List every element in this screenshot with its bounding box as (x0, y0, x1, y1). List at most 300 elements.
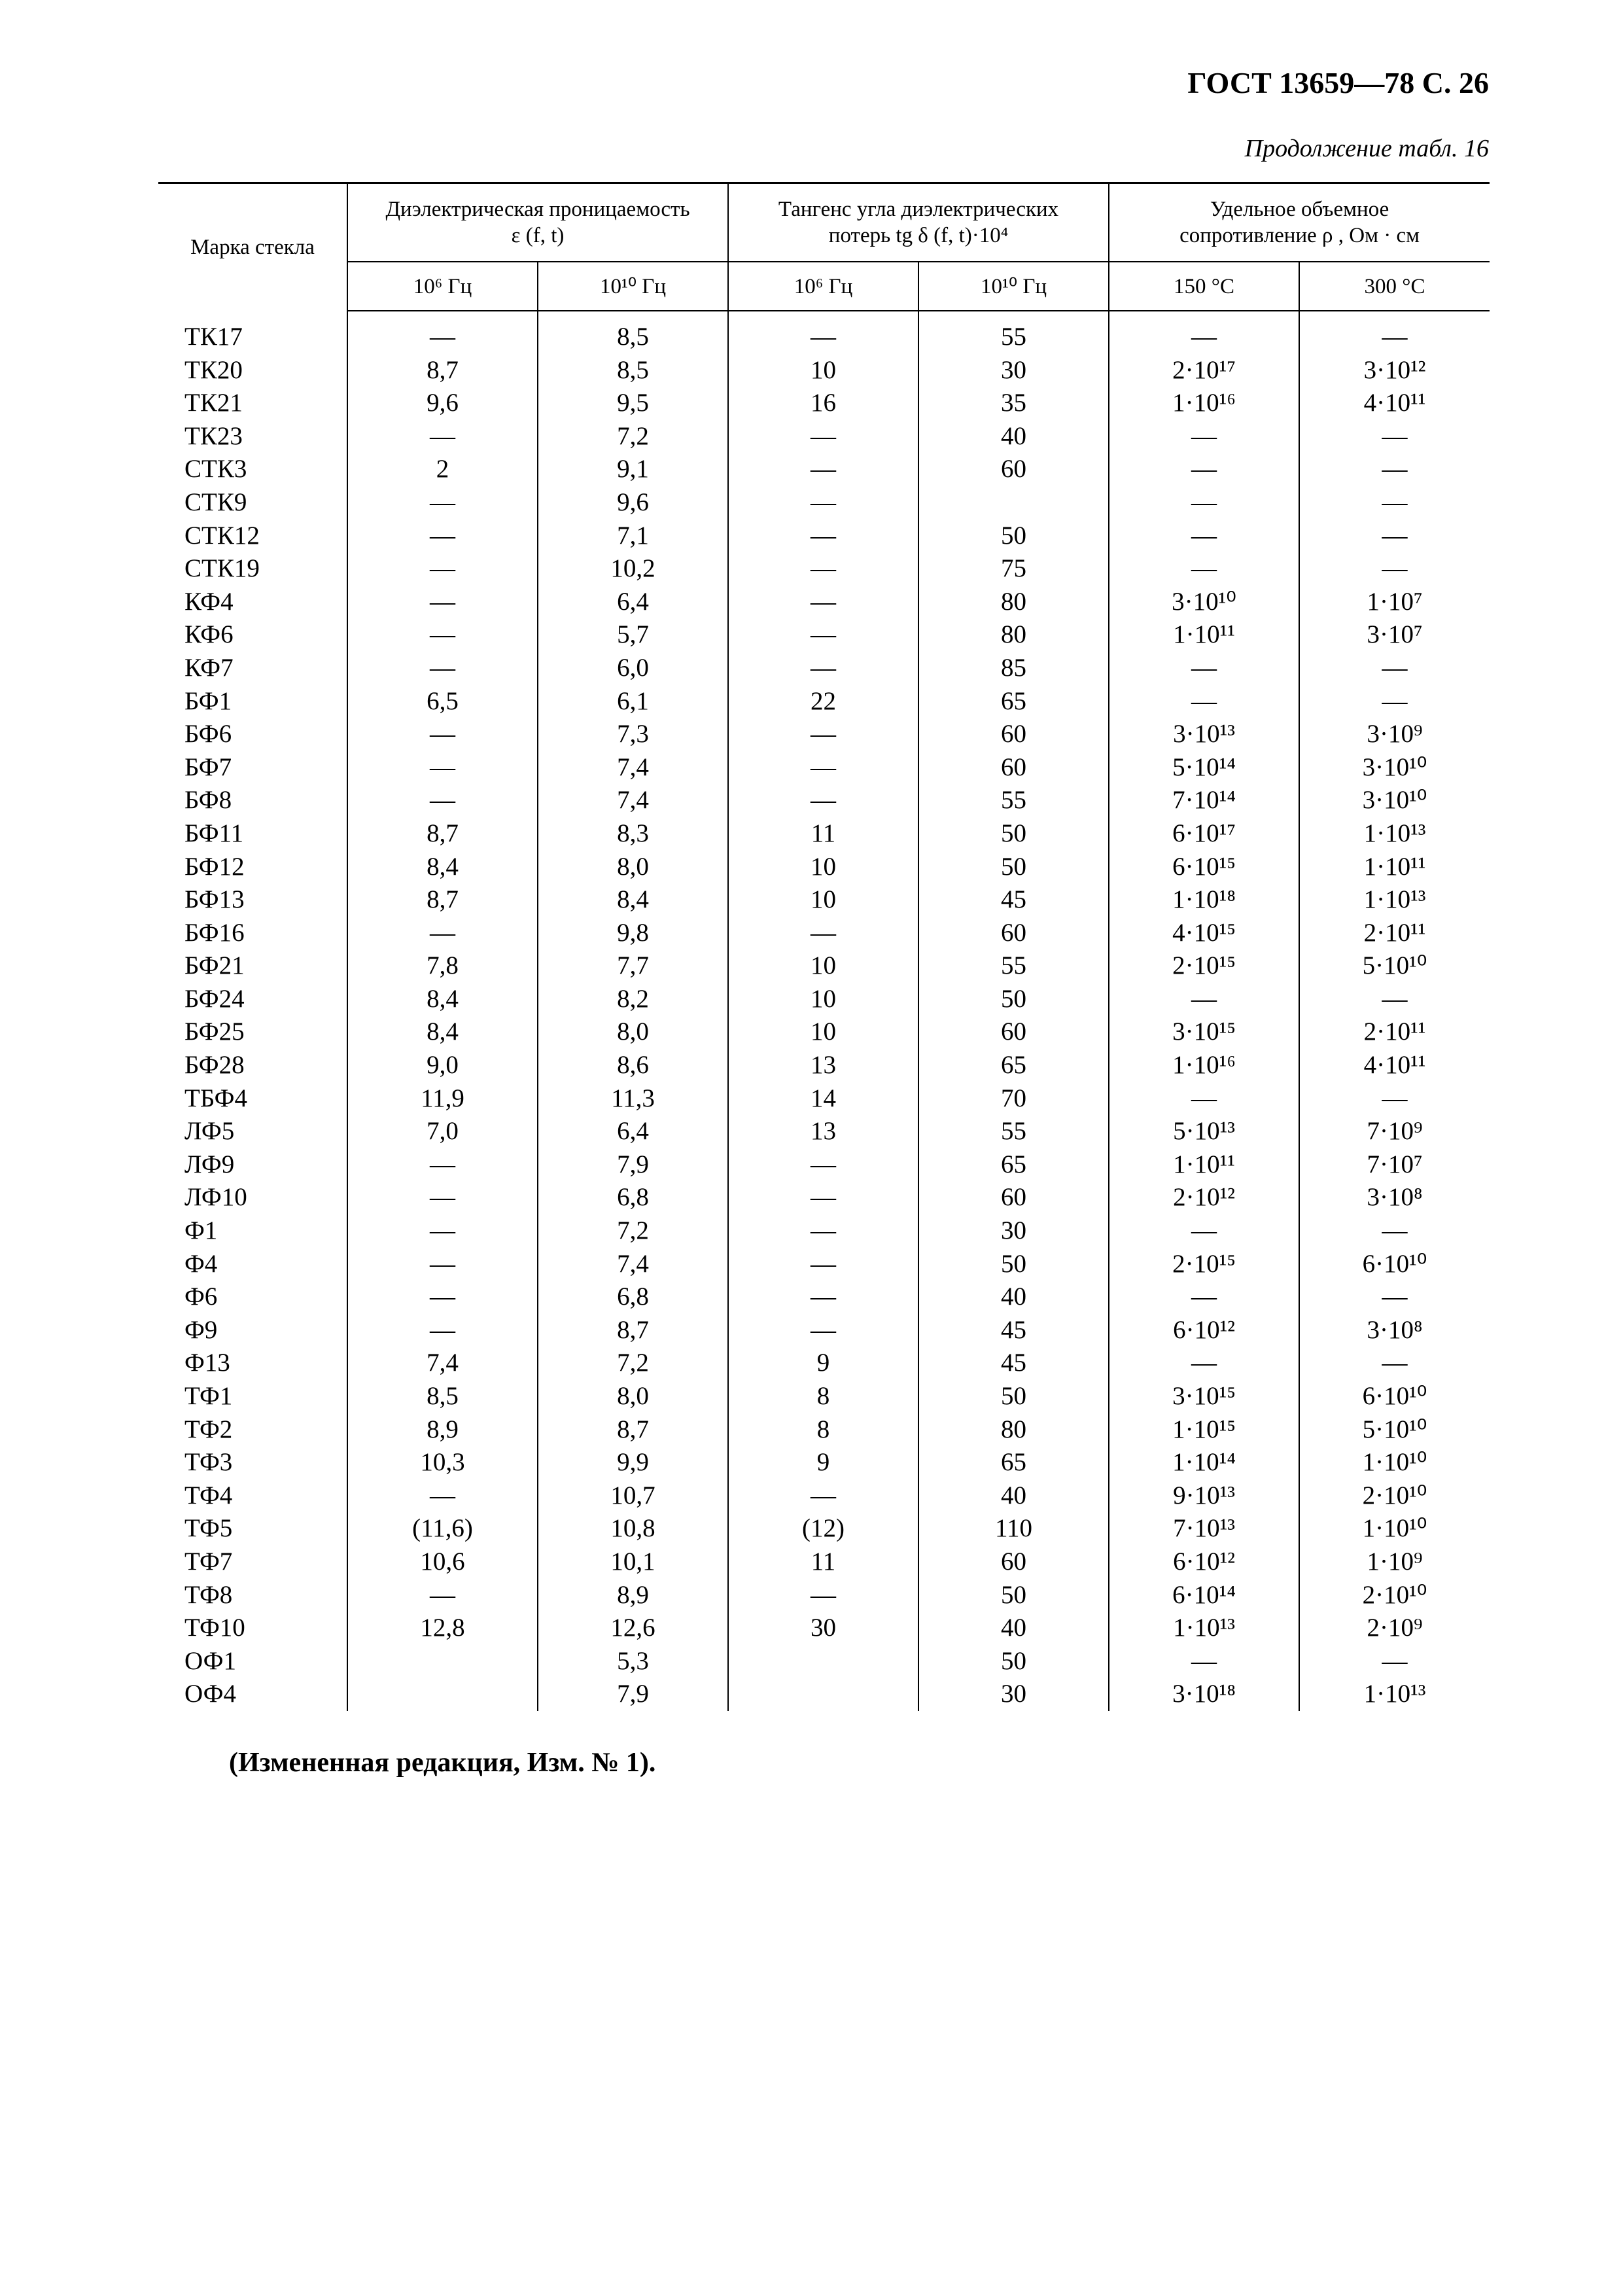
cell-perm-1e6: 9,6 (347, 387, 538, 420)
table-row (158, 486, 1490, 520)
cell-perm-1e10: 8,7 (538, 1314, 728, 1347)
cell-perm-1e6: — (347, 917, 538, 950)
table-row (158, 983, 1490, 1016)
cell-tan-1e10: 40 (918, 420, 1109, 453)
cell-perm-1e10: 6,4 (538, 1115, 728, 1148)
cell-tan-1e6: — (728, 652, 918, 685)
cell-perm-1e10: 8,4 (538, 883, 728, 917)
cell-mark: СТК9 (184, 487, 247, 516)
cell-tan-1e6: 13 (728, 1049, 918, 1082)
cell-perm-1e6: (11,6) (347, 1512, 538, 1545)
cell-tan-1e6: 10 (728, 983, 918, 1016)
cell-perm-1e10: 8,0 (538, 1380, 728, 1413)
cell-res-150: 1·10¹¹ (1109, 1148, 1299, 1182)
cell-res-150: 2·10¹⁵ (1109, 949, 1299, 983)
table-caption: Продолжение табл. 16 (1244, 135, 1489, 162)
cell-res-300: — (1299, 1645, 1490, 1678)
cell-mark: ТК20 (184, 355, 243, 384)
cell-mark: БФ12 (184, 852, 245, 881)
cell-tan-1e10: 65 (918, 1148, 1109, 1182)
cell-perm-1e6: — (347, 784, 538, 817)
table-row (158, 1049, 1490, 1082)
cell-mark: ЛФ5 (184, 1117, 235, 1146)
table-row (158, 1545, 1490, 1579)
cell-perm-1e6: — (347, 321, 538, 354)
cell-tan-1e10: 50 (918, 520, 1109, 553)
cell-tan-1e6: 11 (728, 817, 918, 851)
cell-mark: БФ28 (184, 1051, 245, 1080)
table-row (158, 1446, 1490, 1479)
cell-mark: ТФ1 (184, 1382, 233, 1410)
cell-res-300: 1·10¹³ (1299, 817, 1490, 851)
table-row (158, 1214, 1490, 1248)
cell-tan-1e6: 13 (728, 1115, 918, 1148)
cell-tan-1e10: 50 (918, 1645, 1109, 1678)
cell-mark: Ф13 (184, 1349, 230, 1377)
cell-tan-1e6: — (728, 618, 918, 652)
cell-mark: ЛФ10 (184, 1183, 247, 1212)
cell-tan-1e10: 45 (918, 1347, 1109, 1380)
cell-res-300: 6·10¹⁰ (1299, 1380, 1490, 1413)
cell-res-150: 6·10¹⁵ (1109, 851, 1299, 884)
cell-tan-1e10: 70 (918, 1082, 1109, 1116)
cell-perm-1e6: 8,4 (347, 983, 538, 1016)
cell-perm-1e6 (347, 1678, 538, 1711)
glass-properties-table (158, 182, 1490, 1711)
cell-mark: БФ6 (184, 720, 232, 749)
cell-perm-1e10: 7,4 (538, 751, 728, 785)
cell-tan-1e10: 55 (918, 949, 1109, 983)
cell-tan-1e10: 60 (918, 1181, 1109, 1214)
header-tangent (728, 183, 1109, 262)
cell-res-300: — (1299, 685, 1490, 718)
cell-mark: БФ7 (184, 752, 232, 781)
cell-perm-1e10: 5,7 (538, 618, 728, 652)
table-row (158, 520, 1490, 553)
cell-perm-1e10: 7,7 (538, 949, 728, 983)
cell-perm-1e6: — (347, 718, 538, 751)
cell-perm-1e6: — (347, 1181, 538, 1214)
cell-tan-1e6: 9 (728, 1347, 918, 1380)
cell-perm-1e6: — (347, 420, 538, 453)
cell-tan-1e10: 50 (918, 1248, 1109, 1281)
cell-perm-1e10: 7,1 (538, 520, 728, 553)
table-row (158, 883, 1490, 917)
cell-tan-1e10: 80 (918, 618, 1109, 652)
cell-perm-1e10: 9,6 (538, 486, 728, 520)
cell-mark: ТБФ4 (184, 1084, 247, 1112)
cell-tan-1e10: 60 (918, 1016, 1109, 1049)
cell-perm-1e6: 10,3 (347, 1446, 538, 1479)
cell-res-150: 5·10¹⁴ (1109, 751, 1299, 785)
cell-res-300: — (1299, 652, 1490, 685)
table-row (158, 917, 1490, 950)
cell-mark: БФ11 (184, 819, 244, 847)
table-row (158, 453, 1490, 486)
cell-perm-1e6: — (347, 618, 538, 652)
cell-perm-1e10: 5,3 (538, 1645, 728, 1678)
cell-mark: ОФ4 (184, 1680, 236, 1708)
cell-perm-1e6: — (347, 1579, 538, 1612)
cell-tan-1e6: — (728, 917, 918, 950)
cell-tan-1e6: 10 (728, 1016, 918, 1049)
cell-tan-1e10: 65 (918, 1446, 1109, 1479)
cell-res-300: 5·10¹⁰ (1299, 1413, 1490, 1447)
cell-mark: ТФ2 (184, 1415, 233, 1443)
cell-res-150: 1·10¹⁶ (1109, 387, 1299, 420)
cell-tan-1e10: 30 (918, 1214, 1109, 1248)
cell-tan-1e6: 16 (728, 387, 918, 420)
header-resistivity (1109, 183, 1490, 262)
cell-perm-1e10: 8,2 (538, 983, 728, 1016)
cell-res-150: 1·10¹⁴ (1109, 1446, 1299, 1479)
table-row (158, 652, 1490, 685)
cell-res-300: — (1299, 552, 1490, 586)
page-header: ГОСТ 13659—78 С. 26 (1187, 66, 1489, 99)
table-row (158, 817, 1490, 851)
cell-tan-1e6: 10 (728, 851, 918, 884)
cell-perm-1e10: 8,0 (538, 851, 728, 884)
table-body (158, 311, 1490, 1711)
cell-perm-1e6 (347, 1645, 538, 1678)
cell-mark: Ф6 (184, 1282, 218, 1311)
cell-tan-1e10: 65 (918, 1049, 1109, 1082)
cell-tan-1e10: 50 (918, 1579, 1109, 1612)
table-row (158, 784, 1490, 817)
cell-perm-1e6: 8,7 (347, 354, 538, 387)
cell-perm-1e6: — (347, 1248, 538, 1281)
cell-res-300: 1·10⁷ (1299, 586, 1490, 619)
cell-perm-1e10: 7,9 (538, 1678, 728, 1711)
cell-tan-1e10: 45 (918, 1314, 1109, 1347)
cell-res-300: 4·10¹¹ (1299, 387, 1490, 420)
cell-perm-1e10: 9,1 (538, 453, 728, 486)
cell-mark: ЛФ9 (184, 1150, 235, 1178)
cell-perm-1e6: 8,7 (347, 883, 538, 917)
cell-res-150: 3·10¹⁸ (1109, 1678, 1299, 1711)
footnote: (Измененная редакция, Изм. № 1). (229, 1748, 656, 1778)
cell-perm-1e10: 6,8 (538, 1181, 728, 1214)
table-row (158, 1347, 1490, 1380)
cell-perm-1e6: — (347, 1148, 538, 1182)
cell-res-300: 3·10⁸ (1299, 1314, 1490, 1347)
cell-tan-1e10: 40 (918, 1612, 1109, 1645)
cell-tan-1e6: 8 (728, 1380, 918, 1413)
cell-tan-1e10: 85 (918, 652, 1109, 685)
cell-tan-1e10: 35 (918, 387, 1109, 420)
header-resistivity-line1: Удельное объемное (1210, 198, 1389, 221)
cell-res-150: 2·10¹² (1109, 1181, 1299, 1214)
cell-res-300: — (1299, 1214, 1490, 1248)
cell-perm-1e10: 7,4 (538, 784, 728, 817)
cell-perm-1e10: 7,3 (538, 718, 728, 751)
cell-perm-1e10: 10,1 (538, 1545, 728, 1579)
table-row (158, 949, 1490, 983)
cell-perm-1e10: 7,2 (538, 1347, 728, 1380)
cell-perm-1e6: 7,4 (347, 1347, 538, 1380)
cell-tan-1e6: — (728, 1579, 918, 1612)
cell-mark: БФ24 (184, 984, 245, 1013)
cell-perm-1e6: — (347, 552, 538, 586)
cell-perm-1e10: 8,5 (538, 321, 728, 354)
cell-tan-1e10 (918, 486, 1109, 520)
cell-mark: БФ8 (184, 786, 232, 815)
cell-mark: КФ6 (184, 620, 234, 649)
cell-res-300: — (1299, 520, 1490, 553)
cell-tan-1e6: — (728, 1479, 918, 1513)
table-row (158, 321, 1490, 354)
cell-tan-1e6: — (728, 520, 918, 553)
cell-perm-1e10: 7,4 (538, 1248, 728, 1281)
cell-mark: ТФ8 (184, 1580, 233, 1609)
subheader-perm-1e10: 10¹⁰ Гц (538, 262, 728, 311)
cell-tan-1e10: 40 (918, 1280, 1109, 1314)
cell-res-150: — (1109, 486, 1299, 520)
cell-mark: БФ13 (184, 885, 245, 914)
cell-tan-1e10: 60 (918, 751, 1109, 785)
cell-tan-1e10: 50 (918, 817, 1109, 851)
table-row (158, 1280, 1490, 1314)
cell-tan-1e6: 10 (728, 354, 918, 387)
header-permittivity-line1: Диэлектрическая проницаемость (385, 198, 690, 221)
table-row (158, 1380, 1490, 1413)
cell-res-150: 1·10¹¹ (1109, 618, 1299, 652)
cell-tan-1e10: 110 (918, 1512, 1109, 1545)
cell-perm-1e6: — (347, 1479, 538, 1513)
cell-mark: СТК3 (184, 455, 247, 484)
cell-mark: КФ4 (184, 587, 234, 616)
cell-tan-1e10: 50 (918, 983, 1109, 1016)
table-row (158, 1115, 1490, 1148)
cell-mark: ТФ4 (184, 1481, 233, 1510)
cell-tan-1e6: 10 (728, 949, 918, 983)
table-spacer-row (158, 311, 1490, 321)
cell-perm-1e6: 7,8 (347, 949, 538, 983)
cell-tan-1e6 (728, 1645, 918, 1678)
cell-perm-1e10: 12,6 (538, 1612, 728, 1645)
cell-res-300: 2·10¹⁰ (1299, 1579, 1490, 1612)
cell-res-150: 7·10¹³ (1109, 1512, 1299, 1545)
cell-res-300: 5·10¹⁰ (1299, 949, 1490, 983)
cell-perm-1e10: 9,8 (538, 917, 728, 950)
cell-tan-1e10: 80 (918, 586, 1109, 619)
table-row (158, 1016, 1490, 1049)
cell-perm-1e10: 6,0 (538, 652, 728, 685)
cell-res-300: 7·10⁹ (1299, 1115, 1490, 1148)
cell-res-300: 3·10⁹ (1299, 718, 1490, 751)
table-row (158, 685, 1490, 718)
table-row (158, 1082, 1490, 1116)
cell-perm-1e6: 8,7 (347, 817, 538, 851)
table-row (158, 1579, 1490, 1612)
cell-res-150: 3·10¹⁰ (1109, 586, 1299, 619)
cell-perm-1e6: — (347, 751, 538, 785)
cell-tan-1e10: 80 (918, 1413, 1109, 1447)
cell-tan-1e6: — (728, 718, 918, 751)
cell-res-300: 3·10¹⁰ (1299, 784, 1490, 817)
cell-mark: БФ25 (184, 1017, 245, 1046)
cell-res-150: 6·10¹⁴ (1109, 1579, 1299, 1612)
cell-tan-1e6: 22 (728, 685, 918, 718)
table-row (158, 618, 1490, 652)
cell-tan-1e6: — (728, 1148, 918, 1182)
cell-res-300: 2·10¹¹ (1299, 917, 1490, 950)
cell-perm-1e6: 2 (347, 453, 538, 486)
cell-tan-1e10: 65 (918, 685, 1109, 718)
table-row (158, 354, 1490, 387)
cell-tan-1e10: 30 (918, 1678, 1109, 1711)
header-mark: Марка стекла (158, 183, 347, 311)
cell-res-300: 2·10¹¹ (1299, 1016, 1490, 1049)
cell-perm-1e6: — (347, 486, 538, 520)
cell-tan-1e6: 30 (728, 1612, 918, 1645)
cell-res-300: — (1299, 1347, 1490, 1380)
cell-res-150: — (1109, 1214, 1299, 1248)
cell-perm-1e10: 8,7 (538, 1413, 728, 1447)
subheader-res-300: 300 °С (1299, 262, 1490, 311)
table-row (158, 1181, 1490, 1214)
table-row (158, 1512, 1490, 1545)
table-row (158, 586, 1490, 619)
cell-tan-1e6: — (728, 321, 918, 354)
cell-res-150: 1·10¹⁶ (1109, 1049, 1299, 1082)
table-row (158, 718, 1490, 751)
subheader-tan-1e6: 10⁶ Гц (728, 262, 918, 311)
cell-res-150: 1·10¹³ (1109, 1612, 1299, 1645)
cell-mark: БФ16 (184, 918, 245, 947)
cell-res-150: 5·10¹³ (1109, 1115, 1299, 1148)
cell-res-300: 4·10¹¹ (1299, 1049, 1490, 1082)
table-row (158, 387, 1490, 420)
cell-perm-1e6: 11,9 (347, 1082, 538, 1116)
cell-perm-1e6: 8,4 (347, 1016, 538, 1049)
cell-res-150: — (1109, 652, 1299, 685)
cell-res-150: — (1109, 1082, 1299, 1116)
cell-res-150: 2·10¹⁷ (1109, 354, 1299, 387)
cell-perm-1e10: 8,9 (538, 1579, 728, 1612)
cell-tan-1e6: — (728, 1314, 918, 1347)
cell-tan-1e6: (12) (728, 1512, 918, 1545)
cell-res-150: 6·10¹⁷ (1109, 817, 1299, 851)
cell-mark: БФ1 (184, 686, 232, 715)
table-row (158, 552, 1490, 586)
table-row (158, 420, 1490, 453)
cell-perm-1e6: 6,5 (347, 685, 538, 718)
cell-perm-1e10: 10,7 (538, 1479, 728, 1513)
cell-res-300: 2·10⁹ (1299, 1612, 1490, 1645)
cell-perm-1e6: — (347, 1314, 538, 1347)
cell-mark: СТК19 (184, 554, 260, 583)
cell-tan-1e6: 14 (728, 1082, 918, 1116)
table-row (158, 1645, 1490, 1678)
cell-tan-1e6: — (728, 586, 918, 619)
cell-perm-1e6: — (347, 1280, 538, 1314)
cell-perm-1e6: — (347, 1214, 538, 1248)
header-permittivity-line2: ε (f, t) (511, 224, 565, 247)
cell-tan-1e10: 30 (918, 354, 1109, 387)
cell-tan-1e10: 60 (918, 1545, 1109, 1579)
cell-res-300: 1·10¹³ (1299, 883, 1490, 917)
cell-res-150: 3·10¹⁵ (1109, 1380, 1299, 1413)
cell-perm-1e10: 6,1 (538, 685, 728, 718)
cell-perm-1e6: 10,6 (347, 1545, 538, 1579)
cell-res-300: 3·10¹⁰ (1299, 751, 1490, 785)
cell-res-150: 7·10¹⁴ (1109, 784, 1299, 817)
cell-res-150: — (1109, 1347, 1299, 1380)
cell-res-300: 2·10¹⁰ (1299, 1479, 1490, 1513)
table-row (158, 1678, 1490, 1711)
cell-perm-1e10: 9,5 (538, 387, 728, 420)
cell-perm-1e10: 8,5 (538, 354, 728, 387)
cell-perm-1e10: 8,6 (538, 1049, 728, 1082)
subheader-perm-1e6: 10⁶ Гц (347, 262, 538, 311)
cell-tan-1e6: — (728, 1181, 918, 1214)
cell-res-300: 1·10⁹ (1299, 1545, 1490, 1579)
cell-tan-1e10: 40 (918, 1479, 1109, 1513)
cell-res-150: 6·10¹² (1109, 1545, 1299, 1579)
cell-mark: ОФ1 (184, 1646, 236, 1675)
cell-res-300: 3·10⁷ (1299, 618, 1490, 652)
cell-tan-1e10: 75 (918, 552, 1109, 586)
cell-perm-1e6: — (347, 520, 538, 553)
table-row (158, 1612, 1490, 1645)
cell-mark: ТК21 (184, 389, 243, 417)
cell-tan-1e6: 8 (728, 1413, 918, 1447)
cell-mark: ТФ7 (184, 1547, 233, 1576)
cell-tan-1e10: 50 (918, 1380, 1109, 1413)
cell-res-150: 6·10¹² (1109, 1314, 1299, 1347)
cell-tan-1e6: — (728, 453, 918, 486)
cell-perm-1e10: 7,2 (538, 1214, 728, 1248)
cell-perm-1e10: 10,2 (538, 552, 728, 586)
cell-tan-1e10: 55 (918, 784, 1109, 817)
cell-perm-1e10: 8,0 (538, 1016, 728, 1049)
cell-tan-1e6: — (728, 420, 918, 453)
cell-res-300: 3·10¹² (1299, 354, 1490, 387)
cell-tan-1e6: — (728, 1280, 918, 1314)
cell-perm-1e10: 8,3 (538, 817, 728, 851)
cell-res-150: — (1109, 321, 1299, 354)
cell-perm-1e10: 6,8 (538, 1280, 728, 1314)
cell-mark: ТФ5 (184, 1514, 233, 1543)
cell-perm-1e6: 8,9 (347, 1413, 538, 1447)
cell-perm-1e10: 9,9 (538, 1446, 728, 1479)
cell-perm-1e6: 8,4 (347, 851, 538, 884)
cell-res-300: 7·10⁷ (1299, 1148, 1490, 1182)
cell-tan-1e10: 45 (918, 883, 1109, 917)
cell-perm-1e6: — (347, 652, 538, 685)
cell-mark: ТФ10 (184, 1614, 245, 1642)
cell-res-150: — (1109, 520, 1299, 553)
table-row (158, 1413, 1490, 1447)
cell-tan-1e10: 50 (918, 851, 1109, 884)
cell-tan-1e6: 10 (728, 883, 918, 917)
cell-res-300: — (1299, 453, 1490, 486)
cell-res-300: 1·10¹⁰ (1299, 1512, 1490, 1545)
cell-res-300: 3·10⁸ (1299, 1181, 1490, 1214)
cell-perm-1e6: 12,8 (347, 1612, 538, 1645)
table-row (158, 1479, 1490, 1513)
cell-res-150: 2·10¹⁵ (1109, 1248, 1299, 1281)
cell-res-300: — (1299, 1280, 1490, 1314)
cell-mark: ТК17 (184, 323, 243, 351)
cell-res-150: 9·10¹³ (1109, 1479, 1299, 1513)
cell-tan-1e6: — (728, 552, 918, 586)
header-permittivity (347, 183, 728, 262)
cell-res-150: — (1109, 1280, 1299, 1314)
cell-perm-1e10: 10,8 (538, 1512, 728, 1545)
cell-mark: ТК23 (184, 421, 243, 450)
